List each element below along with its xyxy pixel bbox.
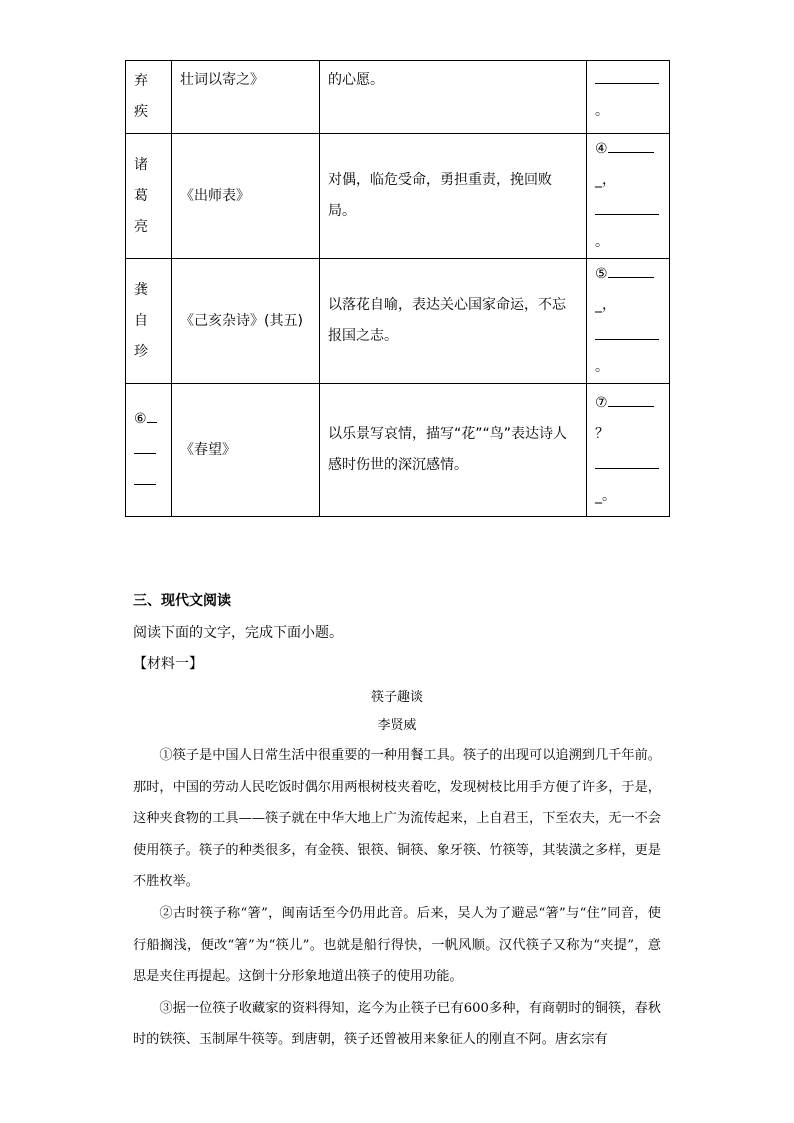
article-body xyxy=(133,740,661,1056)
answer-blank[interactable] xyxy=(134,437,156,454)
punct: 。 xyxy=(595,103,609,119)
question-number: ⑦ xyxy=(595,395,608,411)
author-cell xyxy=(126,259,172,384)
author-char: 龚 xyxy=(134,281,148,298)
author-char: 诸 xyxy=(134,156,148,173)
poem-table xyxy=(125,60,670,517)
article-author: 李贤威 xyxy=(377,718,417,733)
paragraph: ①筷子是中国人日常生活中很重要的一种用餐工具。筷子的出现可以追溯到几千年前。那时，中国的劳动人民吃饭时偶尔用两根树枝夹着吃，发现树枝比用手方便了许多，于是，这种夹食物的工具——筷子就在中华大地上广为流传起来，上自君王，下至农夫，无一不会使用筷子。筷子的种类很多，有金筷、银筷、铜筷、象牙筷、竹筷等，其装潢之多样，更是不胜枚举。 xyxy=(133,748,661,890)
punct: 。 xyxy=(595,234,609,250)
feature-text: 以落花自喻，表达关心国家命运，不忘报国之志。 xyxy=(328,297,566,344)
author-cell xyxy=(126,384,172,517)
author-cell xyxy=(126,61,172,134)
answer-blank[interactable] xyxy=(134,468,156,485)
table-row xyxy=(126,134,670,259)
author-char: 亮 xyxy=(134,218,148,235)
table-row xyxy=(126,259,670,384)
question-number: ⑥ xyxy=(134,410,147,427)
author-cell xyxy=(126,134,172,259)
section-title: 三、现代文阅读 xyxy=(133,593,231,609)
punct: 。 xyxy=(595,359,609,375)
instruction-text: 阅读下面的文字，完成下面小题。 xyxy=(133,625,343,641)
paragraph: ②古时筷子称“箸”，闽南话至今仍用此音。后来，吴人为了避忌“箸”与“住”同音，使行船搁浅，便改“箸”为“筷儿”。也就是船行得快，一帆风顺。汉代筷子又称为“夹提”，意思是夹住再提起。这倒十分形象地道出筷子的使用功能。 xyxy=(133,905,661,985)
feature-text: 以乐景写哀情，描写“花”“鸟”表达诗人感时伤世的深沉感情。 xyxy=(328,426,568,473)
work-title: 《出师表》 xyxy=(180,187,250,204)
punct: _， xyxy=(595,297,616,313)
feature-cell xyxy=(320,134,587,259)
work-cell xyxy=(172,384,320,517)
quote-cell xyxy=(587,384,670,517)
table-row xyxy=(126,384,670,517)
feature-cell xyxy=(320,259,587,384)
feature-cell xyxy=(320,384,587,517)
feature-text: 对偶，临危受命，勇担重责，挽回败局。 xyxy=(328,172,552,219)
answer-blank[interactable] xyxy=(595,67,659,84)
feature-cell xyxy=(320,61,587,134)
article-title: 筷子趣谈 xyxy=(370,690,423,705)
punct: _， xyxy=(595,172,616,188)
quote-cell xyxy=(587,259,670,384)
work-title: 《春望》 xyxy=(180,441,236,458)
table-row xyxy=(126,61,670,134)
material-label: 【材料一】 xyxy=(133,656,203,672)
quote-cell xyxy=(587,61,670,134)
author-char: 珍 xyxy=(134,343,148,360)
question-number: ⑤ xyxy=(595,266,608,282)
punct: _。 xyxy=(595,488,616,504)
work-title: 《己亥杂诗》(其五) xyxy=(180,312,303,329)
work-title: 壮词以寄之》 xyxy=(180,72,264,88)
answer-blank[interactable] xyxy=(595,323,659,340)
answer-blank[interactable] xyxy=(147,406,157,423)
author-char: 弃 xyxy=(134,73,148,89)
punct: ？ xyxy=(595,426,609,442)
quote-cell xyxy=(587,134,670,259)
work-cell xyxy=(172,134,320,259)
answer-blank[interactable] xyxy=(608,390,654,407)
feature-text: 的心愿。 xyxy=(328,72,384,88)
work-cell xyxy=(172,61,320,134)
author-char: 葛 xyxy=(134,187,148,204)
work-cell xyxy=(172,259,320,384)
answer-blank[interactable] xyxy=(595,198,659,215)
answer-blank[interactable] xyxy=(608,261,654,278)
answer-blank[interactable] xyxy=(608,136,654,153)
paragraph: ③据一位筷子收藏家的资料得知，迄今为止筷子已有600多种，有商朝时的铜筷，春秋时的铁筷、玉制犀牛筷等。到唐朝，筷子还曾被用来象征人的刚直不阿。唐玄宗有 xyxy=(133,1000,661,1048)
author-char: 疾 xyxy=(134,104,148,120)
author-char: 自 xyxy=(134,312,148,329)
answer-blank[interactable] xyxy=(595,452,659,469)
question-number: ④ xyxy=(595,141,608,157)
